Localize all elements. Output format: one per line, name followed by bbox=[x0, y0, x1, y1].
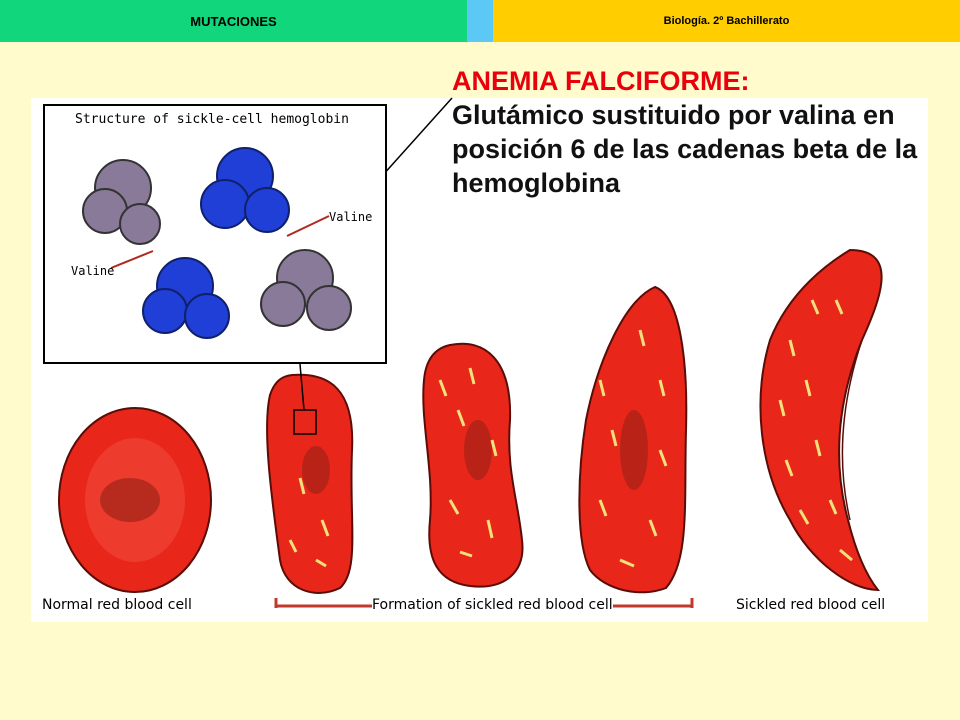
caption-normal-cell: Normal red blood cell bbox=[42, 597, 192, 613]
elongating-cell-1 bbox=[267, 375, 352, 593]
normal-red-blood-cell bbox=[59, 408, 211, 592]
hemoglobin-chain-blue-1 bbox=[201, 148, 289, 232]
caption-sickled-cell: Sickled red blood cell bbox=[736, 597, 886, 613]
hemoglobin-structure-illustration bbox=[45, 106, 385, 362]
header-course: Biología. 2º Bachillerato bbox=[493, 0, 960, 42]
inset-title: Structure of sickle-cell hemoglobin bbox=[75, 112, 349, 127]
hemoglobin-chain-purple-1 bbox=[83, 160, 160, 244]
slide-title: ANEMIA FALCIFORME: bbox=[452, 66, 750, 96]
elongating-cell-2 bbox=[423, 344, 522, 587]
hemoglobin-inset bbox=[43, 104, 387, 364]
valine-label-right: Valine bbox=[329, 210, 373, 224]
valine-marker-right bbox=[287, 216, 329, 236]
valine-marker-left bbox=[111, 251, 153, 268]
slide-body: Glutámico sustituido por valina en posición 6 de las cadenas beta de la hemoglobina bbox=[452, 100, 918, 198]
valine-label-left: Valine bbox=[71, 264, 115, 278]
caption-formation: Formation of sickled red blood cell bbox=[372, 597, 613, 613]
slide-text bbox=[452, 64, 922, 200]
sickled-cell bbox=[760, 250, 881, 590]
elongating-cell-3 bbox=[579, 287, 686, 592]
header-topic: MUTACIONES bbox=[0, 0, 467, 42]
hemoglobin-chain-blue-2 bbox=[143, 258, 229, 338]
hemoglobin-chain-purple-2 bbox=[261, 250, 351, 330]
